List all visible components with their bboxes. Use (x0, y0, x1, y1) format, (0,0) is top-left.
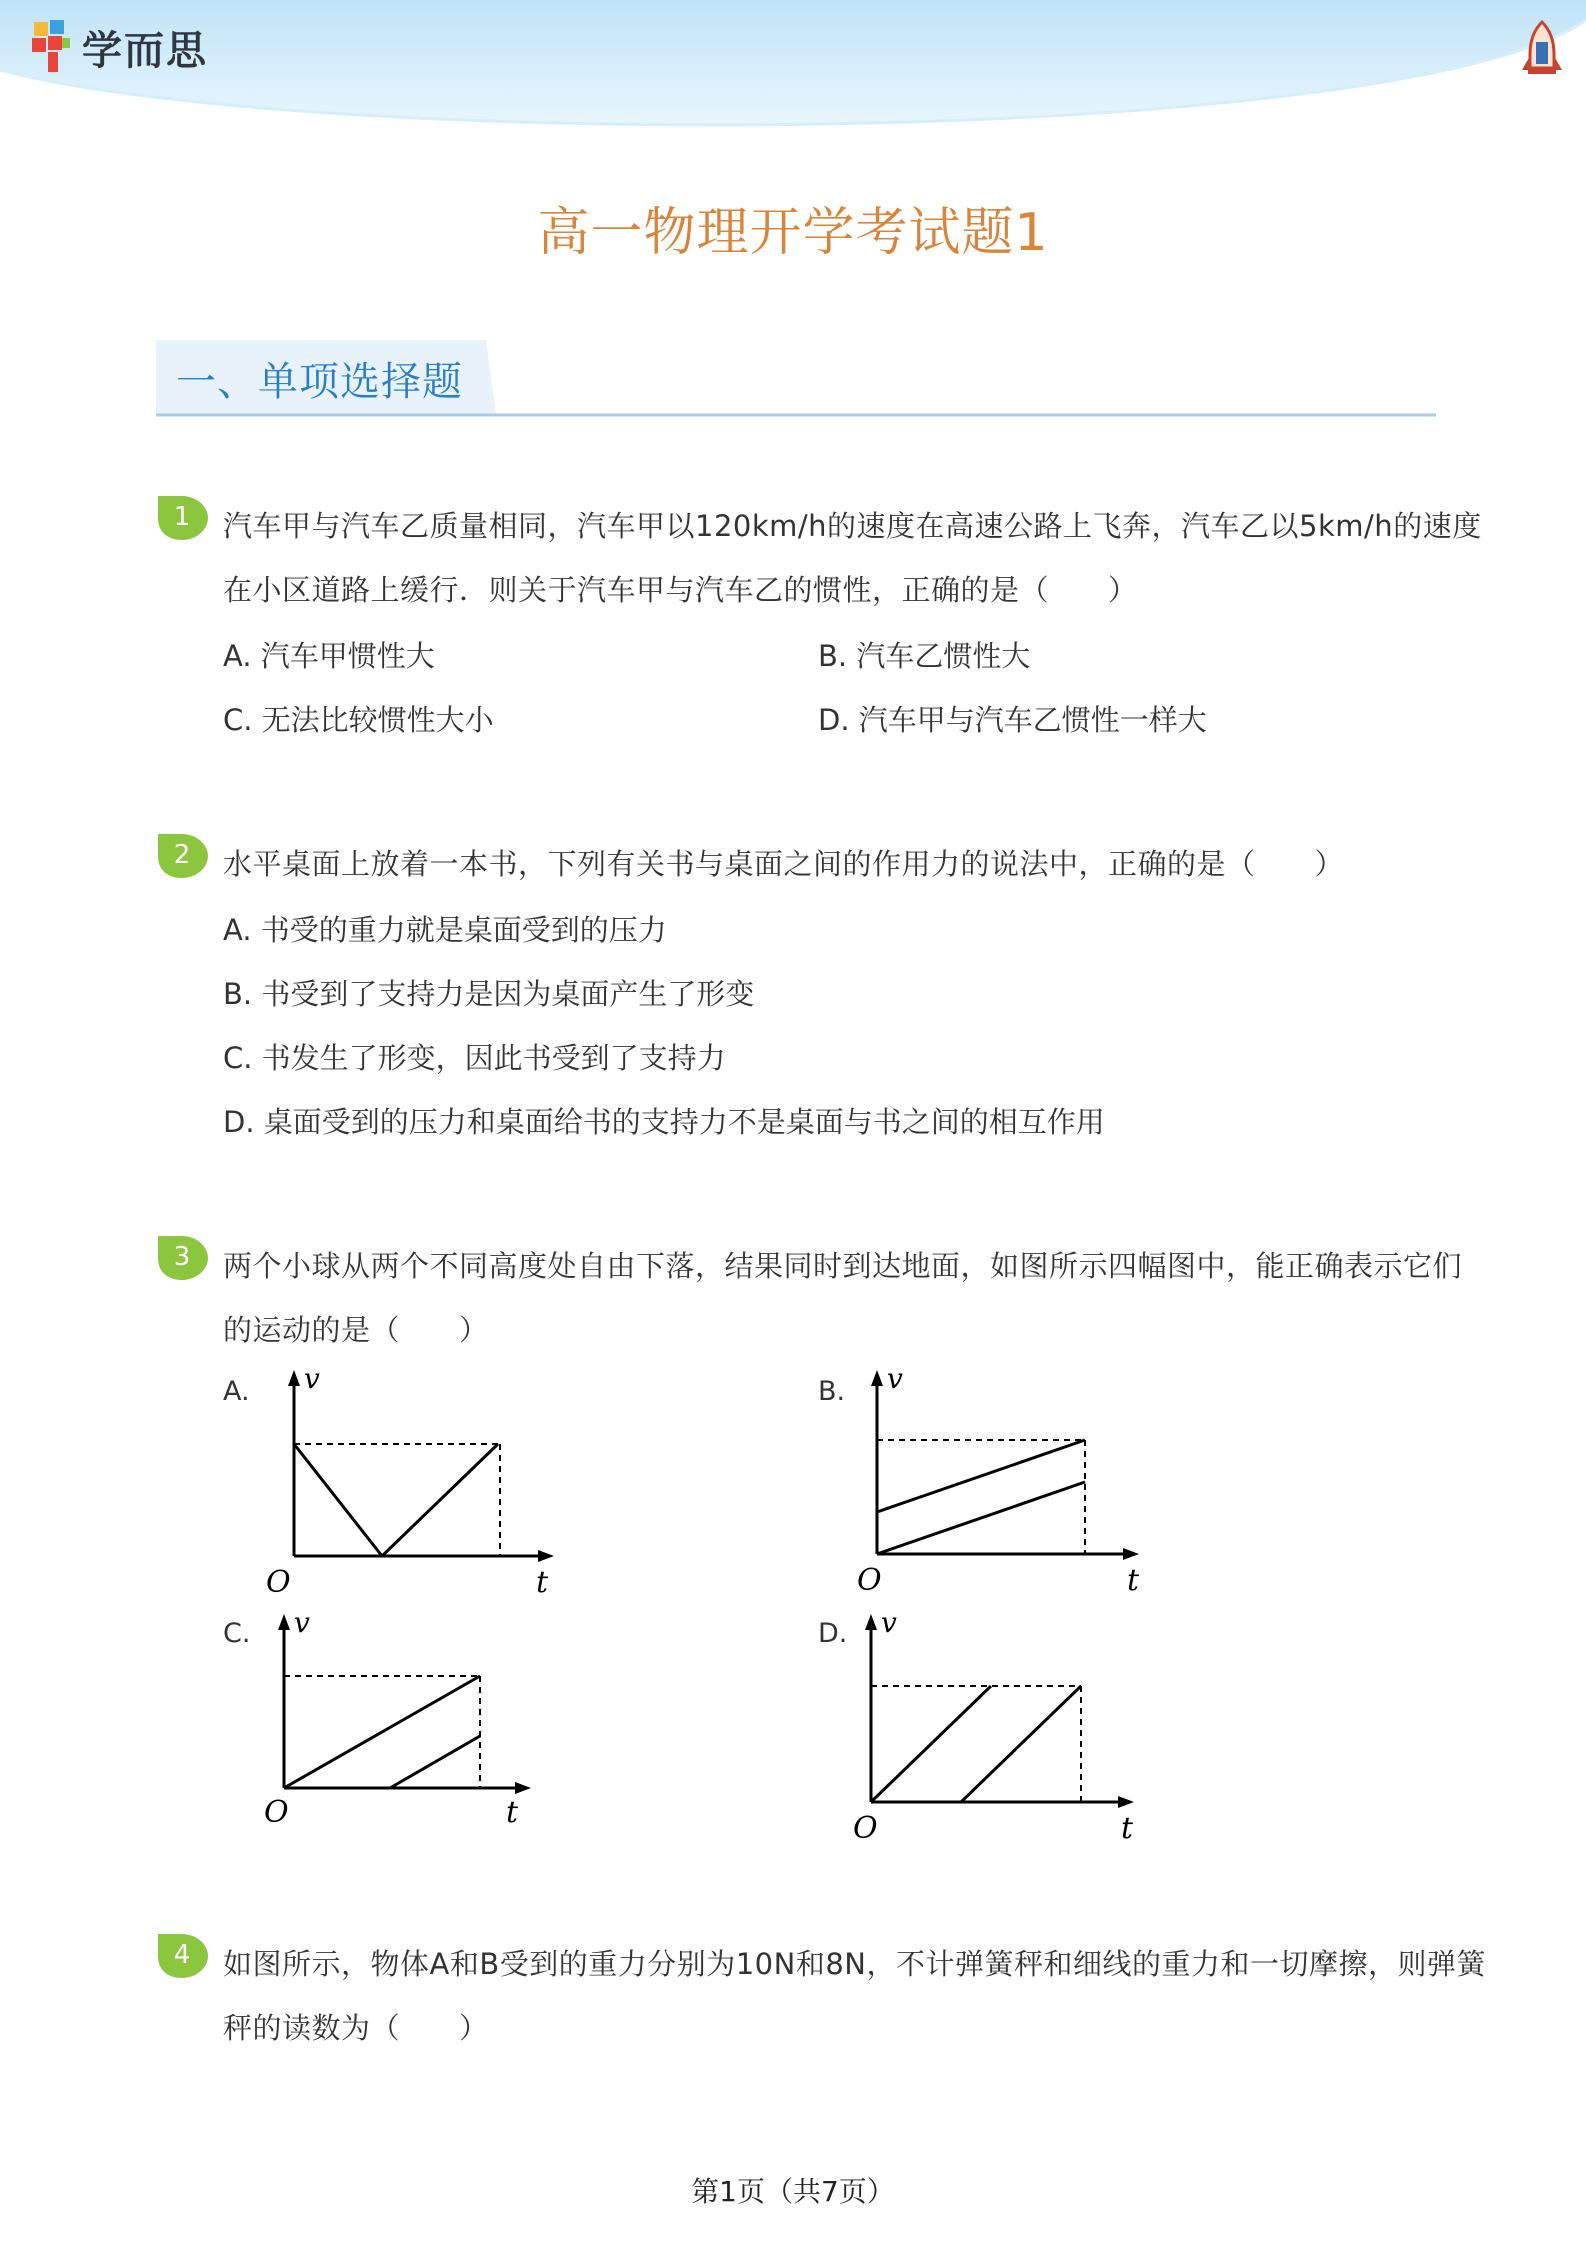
option-c: C. 无法比较惯性大小 (223, 703, 494, 737)
origin-label: O (853, 1811, 878, 1844)
section-header (156, 340, 1436, 420)
question-text-line: 汽车甲与汽车乙质量相同，汽车甲以120km/h的速度在高速公路上飞奔，汽车乙以5km/h的速度 (223, 509, 1482, 543)
line-1 (877, 1440, 1085, 1512)
line-2 (390, 1736, 480, 1788)
figure-label-a: A. (223, 1376, 250, 1407)
x-axis-arrow (1123, 1548, 1139, 1560)
x-axis-arrow (515, 1782, 531, 1794)
vt-graph-b (845, 1368, 1145, 1598)
t-label: t (536, 1565, 549, 1598)
option-a: A. 汽车甲惯性大 (223, 639, 435, 673)
question-text-line: 的运动的是（ ） (223, 1313, 489, 1347)
option-d: D. 桌面受到的压力和桌面给书的支持力不是桌面与书之间的相互作用 (223, 1105, 1105, 1139)
option-b: B. 书受到了支持力是因为桌面产生了形变 (223, 977, 755, 1011)
brand-name: 学而思 (82, 27, 208, 74)
t-label: t (1121, 1811, 1134, 1844)
y-axis-arrow (871, 1370, 883, 1386)
question-text-line: 在小区道路上缓行．则关于汽车甲与汽车乙的惯性，正确的是（ ） (223, 573, 1138, 607)
option-d: D. 汽车甲与汽车乙惯性一样大 (818, 703, 1207, 737)
vt-graph-d (845, 1612, 1145, 1844)
question-text-line: 两个小球从两个不同高度处自由下落，结果同时到达地面，如图所示四幅图中，能正确表示它们 (223, 1249, 1463, 1283)
figure-label-d: D. (818, 1618, 848, 1649)
rocket-icon (1520, 20, 1564, 76)
option-b: B. 汽车乙惯性大 (818, 639, 1031, 673)
question-number-badge: 4 (156, 1932, 212, 1980)
vt-graph-a (262, 1368, 562, 1598)
t-label: t (1127, 1563, 1140, 1598)
v-label: v (887, 1368, 903, 1395)
option-a: A. 书受的重力就是桌面受到的压力 (223, 913, 667, 947)
line-1 (294, 1444, 382, 1556)
line-2 (877, 1482, 1085, 1554)
v-label: v (304, 1368, 320, 1395)
x-axis-arrow (538, 1550, 554, 1562)
vt-graph-c (262, 1612, 562, 1832)
document-title: 高一物理开学考试题1 (537, 203, 1049, 263)
origin-label: O (266, 1565, 291, 1598)
question-number-badge: 1 (156, 494, 212, 542)
line-1 (284, 1676, 480, 1788)
v-label: v (294, 1612, 310, 1639)
question-text-line: 水平桌面上放着一本书，下列有关书与桌面之间的作用力的说法中，正确的是（ ） (223, 847, 1345, 881)
figure-label-c: C. (223, 1618, 251, 1649)
figure-label-b: B. (818, 1376, 846, 1407)
origin-label: O (857, 1563, 882, 1598)
origin-label: O (264, 1795, 289, 1830)
v-label: v (881, 1612, 897, 1639)
line-2 (382, 1444, 498, 1556)
y-axis-arrow (865, 1614, 877, 1630)
section-title: 一、单项选择题 (176, 359, 463, 405)
y-axis-arrow (278, 1614, 290, 1630)
brand-logo-icon (30, 18, 72, 76)
brand-logo (30, 16, 208, 78)
header-band (0, 0, 1586, 140)
question-number-badge: 2 (156, 832, 212, 880)
line-1 (871, 1686, 991, 1802)
page-footer: 第1页（共7页） (691, 2175, 895, 2208)
x-axis-arrow (1118, 1796, 1134, 1808)
t-label: t (506, 1795, 519, 1830)
question-text-line: 如图所示，物体A和B受到的重力分别为10N和8N，不计弹簧秤和细线的重力和一切摩擦，则弹簧 (223, 1947, 1486, 1981)
line-2 (961, 1686, 1081, 1802)
y-axis-arrow (288, 1370, 300, 1386)
question-text-line: 秤的读数为（ ） (223, 2011, 489, 2045)
option-c: C. 书发生了形变，因此书受到了支持力 (223, 1041, 726, 1075)
question-number-badge: 3 (156, 1234, 212, 1282)
